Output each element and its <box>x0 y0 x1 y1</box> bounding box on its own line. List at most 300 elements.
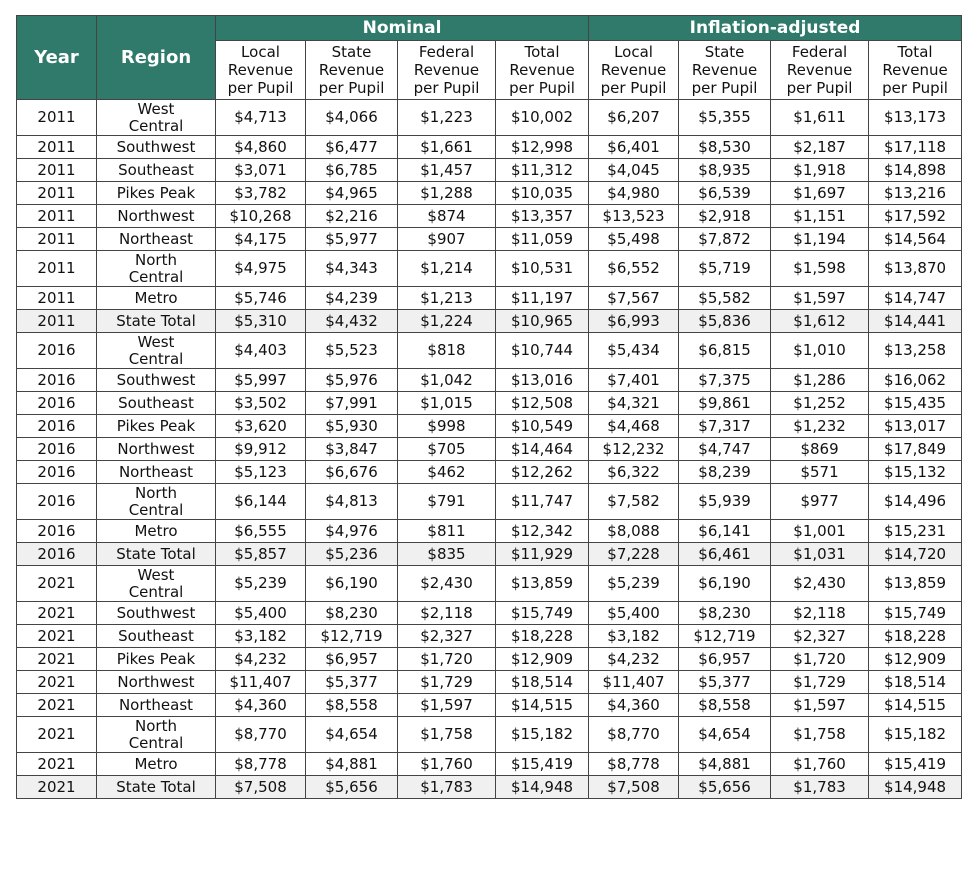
table-row <box>17 392 962 415</box>
revenue-per-pupil-table <box>16 15 962 799</box>
value-cell: $18,228 <box>869 625 962 648</box>
value-cell: $874 <box>398 205 496 228</box>
value-cell: $10,744 <box>496 333 589 369</box>
value-cell: $5,977 <box>306 228 398 251</box>
region-cell: State Total <box>97 543 216 566</box>
value-cell: $1,224 <box>398 310 496 333</box>
year-cell: 2016 <box>17 392 97 415</box>
year-cell: 2011 <box>17 228 97 251</box>
region-cell: Northwest <box>97 671 216 694</box>
value-cell: $6,401 <box>589 136 679 159</box>
value-cell: $4,654 <box>306 717 398 753</box>
value-cell: $6,207 <box>589 100 679 136</box>
value-cell: $17,849 <box>869 438 962 461</box>
value-cell: $13,859 <box>496 566 589 602</box>
value-cell: $8,230 <box>679 602 771 625</box>
value-cell: $18,228 <box>496 625 589 648</box>
value-cell: $12,909 <box>496 648 589 671</box>
value-cell: $869 <box>771 438 869 461</box>
value-cell: $6,477 <box>306 136 398 159</box>
year-cell: 2021 <box>17 648 97 671</box>
value-cell: $977 <box>771 484 869 520</box>
value-cell: $1,597 <box>398 694 496 717</box>
value-cell: $5,930 <box>306 415 398 438</box>
value-cell: $8,778 <box>589 753 679 776</box>
region-cell: Northwest <box>97 205 216 228</box>
value-cell: $1,661 <box>398 136 496 159</box>
table-row <box>17 159 962 182</box>
value-cell: $14,515 <box>496 694 589 717</box>
value-cell: $7,582 <box>589 484 679 520</box>
value-cell: $5,355 <box>679 100 771 136</box>
value-cell: $4,813 <box>306 484 398 520</box>
state-total-row <box>17 310 962 333</box>
value-cell: $14,564 <box>869 228 962 251</box>
table-row <box>17 182 962 205</box>
value-cell: $2,430 <box>771 566 869 602</box>
value-cell: $15,435 <box>869 392 962 415</box>
value-cell: $11,059 <box>496 228 589 251</box>
region-cell: Pikes Peak <box>97 648 216 671</box>
value-cell: $1,918 <box>771 159 869 182</box>
table-row <box>17 648 962 671</box>
year-cell: 2021 <box>17 671 97 694</box>
value-cell: $9,861 <box>679 392 771 415</box>
value-cell: $7,991 <box>306 392 398 415</box>
value-cell: $6,144 <box>216 484 306 520</box>
region-cell: West Central <box>97 333 216 369</box>
value-cell: $1,286 <box>771 369 869 392</box>
value-cell: $571 <box>771 461 869 484</box>
value-cell: $6,957 <box>679 648 771 671</box>
value-cell: $14,747 <box>869 287 962 310</box>
value-cell: $3,071 <box>216 159 306 182</box>
value-cell: $8,935 <box>679 159 771 182</box>
value-cell: $10,268 <box>216 205 306 228</box>
value-cell: $811 <box>398 520 496 543</box>
value-cell: $1,232 <box>771 415 869 438</box>
year-cell: 2011 <box>17 287 97 310</box>
value-cell: $462 <box>398 461 496 484</box>
value-cell: $5,656 <box>306 776 398 799</box>
value-cell: $1,612 <box>771 310 869 333</box>
value-cell: $4,321 <box>589 392 679 415</box>
value-cell: $1,783 <box>771 776 869 799</box>
region-cell: State Total <box>97 310 216 333</box>
value-cell: $1,213 <box>398 287 496 310</box>
value-cell: $4,975 <box>216 251 306 287</box>
year-cell: 2011 <box>17 136 97 159</box>
value-cell: $12,508 <box>496 392 589 415</box>
value-cell: $8,770 <box>589 717 679 753</box>
value-cell: $5,719 <box>679 251 771 287</box>
value-cell: $4,360 <box>589 694 679 717</box>
year-cell: 2011 <box>17 159 97 182</box>
value-cell: $5,400 <box>216 602 306 625</box>
value-cell: $4,713 <box>216 100 306 136</box>
table-row <box>17 333 962 369</box>
inflation-adjusted-header: Inflation-adjusted <box>589 16 962 41</box>
value-cell: $5,377 <box>306 671 398 694</box>
value-cell: $10,002 <box>496 100 589 136</box>
value-cell: $6,190 <box>306 566 398 602</box>
value-cell: $15,749 <box>869 602 962 625</box>
region-cell: State Total <box>97 776 216 799</box>
table-row <box>17 717 962 753</box>
table-row <box>17 100 962 136</box>
value-cell: $3,847 <box>306 438 398 461</box>
value-cell: $3,502 <box>216 392 306 415</box>
value-cell: $6,322 <box>589 461 679 484</box>
value-cell: $1,783 <box>398 776 496 799</box>
value-cell: $5,976 <box>306 369 398 392</box>
region-cell: West Central <box>97 100 216 136</box>
value-cell: $12,719 <box>306 625 398 648</box>
value-cell: $4,343 <box>306 251 398 287</box>
value-cell: $1,151 <box>771 205 869 228</box>
region-cell: West Central <box>97 566 216 602</box>
value-cell: $15,749 <box>496 602 589 625</box>
table-row <box>17 228 962 251</box>
value-cell: $5,434 <box>589 333 679 369</box>
year-cell: 2016 <box>17 369 97 392</box>
value-cell: $4,432 <box>306 310 398 333</box>
value-cell: $8,530 <box>679 136 771 159</box>
value-cell: $8,239 <box>679 461 771 484</box>
value-cell: $2,327 <box>771 625 869 648</box>
value-cell: $2,118 <box>398 602 496 625</box>
value-cell: $1,015 <box>398 392 496 415</box>
value-cell: $13,016 <box>496 369 589 392</box>
value-cell: $12,998 <box>496 136 589 159</box>
value-cell: $12,232 <box>589 438 679 461</box>
value-cell: $5,377 <box>679 671 771 694</box>
value-cell: $1,758 <box>771 717 869 753</box>
table-body <box>17 100 962 799</box>
value-cell: $15,231 <box>869 520 962 543</box>
region-header: Region <box>97 16 216 100</box>
value-cell: $907 <box>398 228 496 251</box>
value-cell: $6,190 <box>679 566 771 602</box>
value-cell: $1,597 <box>771 694 869 717</box>
value-cell: $10,549 <box>496 415 589 438</box>
value-cell: $14,720 <box>869 543 962 566</box>
table-row <box>17 753 962 776</box>
value-cell: $1,223 <box>398 100 496 136</box>
state-total-row <box>17 543 962 566</box>
value-cell: $14,496 <box>869 484 962 520</box>
year-cell: 2011 <box>17 100 97 136</box>
region-cell: Southeast <box>97 392 216 415</box>
value-cell: $4,654 <box>679 717 771 753</box>
value-cell: $4,403 <box>216 333 306 369</box>
value-cell: $4,045 <box>589 159 679 182</box>
value-cell: $1,288 <box>398 182 496 205</box>
table-row <box>17 205 962 228</box>
value-cell: $1,042 <box>398 369 496 392</box>
value-cell: $13,870 <box>869 251 962 287</box>
value-cell: $1,457 <box>398 159 496 182</box>
table-row <box>17 602 962 625</box>
table-row <box>17 369 962 392</box>
year-cell: 2016 <box>17 484 97 520</box>
value-cell: $11,407 <box>589 671 679 694</box>
value-cell: $6,461 <box>679 543 771 566</box>
region-cell: Northwest <box>97 438 216 461</box>
value-cell: $1,720 <box>771 648 869 671</box>
value-cell: $4,976 <box>306 520 398 543</box>
value-cell: $7,375 <box>679 369 771 392</box>
year-cell: 2011 <box>17 205 97 228</box>
value-cell: $8,558 <box>306 694 398 717</box>
value-cell: $5,310 <box>216 310 306 333</box>
year-cell: 2016 <box>17 333 97 369</box>
table-row <box>17 438 962 461</box>
value-cell: $1,760 <box>398 753 496 776</box>
value-cell: $6,552 <box>589 251 679 287</box>
value-cell: $6,555 <box>216 520 306 543</box>
value-cell: $1,598 <box>771 251 869 287</box>
value-cell: $2,430 <box>398 566 496 602</box>
table-row <box>17 251 962 287</box>
value-cell: $13,357 <box>496 205 589 228</box>
region-cell: Metro <box>97 753 216 776</box>
value-cell: $11,407 <box>216 671 306 694</box>
value-cell: $6,785 <box>306 159 398 182</box>
value-cell: $1,031 <box>771 543 869 566</box>
value-cell: $4,175 <box>216 228 306 251</box>
value-cell: $1,194 <box>771 228 869 251</box>
table-row <box>17 287 962 310</box>
value-cell: $6,993 <box>589 310 679 333</box>
region-cell: Southwest <box>97 369 216 392</box>
value-cell: $7,317 <box>679 415 771 438</box>
value-cell: $6,141 <box>679 520 771 543</box>
value-cell: $5,746 <box>216 287 306 310</box>
value-cell: $4,881 <box>306 753 398 776</box>
value-cell: $10,965 <box>496 310 589 333</box>
state-total-row <box>17 776 962 799</box>
table-row <box>17 671 962 694</box>
value-cell: $15,419 <box>869 753 962 776</box>
year-cell: 2016 <box>17 438 97 461</box>
value-cell: $15,419 <box>496 753 589 776</box>
year-cell: 2021 <box>17 694 97 717</box>
value-cell: $5,939 <box>679 484 771 520</box>
table-row <box>17 566 962 602</box>
year-cell: 2021 <box>17 717 97 753</box>
value-cell: $5,523 <box>306 333 398 369</box>
value-cell: $12,262 <box>496 461 589 484</box>
value-cell: $10,531 <box>496 251 589 287</box>
value-cell: $5,239 <box>589 566 679 602</box>
value-cell: $835 <box>398 543 496 566</box>
value-cell: $705 <box>398 438 496 461</box>
value-cell: $7,508 <box>589 776 679 799</box>
value-cell: $4,232 <box>589 648 679 671</box>
table-row <box>17 520 962 543</box>
year-cell: 2021 <box>17 602 97 625</box>
value-cell: $6,815 <box>679 333 771 369</box>
value-cell: $2,918 <box>679 205 771 228</box>
value-cell: $1,611 <box>771 100 869 136</box>
value-cell: $4,468 <box>589 415 679 438</box>
value-cell: $9,912 <box>216 438 306 461</box>
value-cell: $5,582 <box>679 287 771 310</box>
value-cell: $13,216 <box>869 182 962 205</box>
year-cell: 2021 <box>17 625 97 648</box>
table-row <box>17 484 962 520</box>
value-cell: $14,515 <box>869 694 962 717</box>
value-cell: $7,401 <box>589 369 679 392</box>
value-cell: $1,597 <box>771 287 869 310</box>
value-cell: $8,088 <box>589 520 679 543</box>
col-header: State Revenue per Pupil <box>679 41 771 100</box>
col-header: State Revenue per Pupil <box>306 41 398 100</box>
table-row <box>17 461 962 484</box>
region-cell: Northeast <box>97 694 216 717</box>
year-cell: 2016 <box>17 415 97 438</box>
value-cell: $7,872 <box>679 228 771 251</box>
region-cell: Northeast <box>97 228 216 251</box>
value-cell: $13,523 <box>589 205 679 228</box>
region-cell: Southwest <box>97 602 216 625</box>
value-cell: $8,558 <box>679 694 771 717</box>
region-cell: Southeast <box>97 159 216 182</box>
value-cell: $818 <box>398 333 496 369</box>
year-cell: 2021 <box>17 566 97 602</box>
value-cell: $2,216 <box>306 205 398 228</box>
value-cell: $2,118 <box>771 602 869 625</box>
value-cell: $4,860 <box>216 136 306 159</box>
region-cell: Southwest <box>97 136 216 159</box>
value-cell: $5,239 <box>216 566 306 602</box>
revenue-table-container <box>16 15 962 799</box>
value-cell: $12,342 <box>496 520 589 543</box>
value-cell: $13,258 <box>869 333 962 369</box>
value-cell: $3,620 <box>216 415 306 438</box>
value-cell: $3,782 <box>216 182 306 205</box>
value-cell: $7,567 <box>589 287 679 310</box>
value-cell: $1,214 <box>398 251 496 287</box>
value-cell: $1,758 <box>398 717 496 753</box>
region-cell: Southeast <box>97 625 216 648</box>
value-cell: $15,182 <box>496 717 589 753</box>
value-cell: $6,539 <box>679 182 771 205</box>
value-cell: $1,729 <box>771 671 869 694</box>
value-cell: $17,118 <box>869 136 962 159</box>
region-cell: North Central <box>97 484 216 520</box>
value-cell: $11,312 <box>496 159 589 182</box>
region-cell: Northeast <box>97 461 216 484</box>
value-cell: $15,182 <box>869 717 962 753</box>
year-cell: 2016 <box>17 543 97 566</box>
value-cell: $1,010 <box>771 333 869 369</box>
value-cell: $6,957 <box>306 648 398 671</box>
value-cell: $998 <box>398 415 496 438</box>
col-header: Total Revenue per Pupil <box>869 41 962 100</box>
value-cell: $6,676 <box>306 461 398 484</box>
year-cell: 2016 <box>17 461 97 484</box>
region-cell: Pikes Peak <box>97 415 216 438</box>
value-cell: $11,747 <box>496 484 589 520</box>
value-cell: $4,066 <box>306 100 398 136</box>
value-cell: $12,719 <box>679 625 771 648</box>
value-cell: $11,197 <box>496 287 589 310</box>
nominal-header: Nominal <box>216 16 589 41</box>
value-cell: $1,697 <box>771 182 869 205</box>
region-cell: Pikes Peak <box>97 182 216 205</box>
value-cell: $4,881 <box>679 753 771 776</box>
value-cell: $7,508 <box>216 776 306 799</box>
table-row <box>17 136 962 159</box>
table-row <box>17 694 962 717</box>
year-cell: 2021 <box>17 776 97 799</box>
value-cell: $1,252 <box>771 392 869 415</box>
value-cell: $13,859 <box>869 566 962 602</box>
value-cell: $7,228 <box>589 543 679 566</box>
value-cell: $10,035 <box>496 182 589 205</box>
value-cell: $791 <box>398 484 496 520</box>
value-cell: $16,062 <box>869 369 962 392</box>
value-cell: $5,836 <box>679 310 771 333</box>
value-cell: $3,182 <box>589 625 679 648</box>
region-cell: North Central <box>97 251 216 287</box>
value-cell: $5,123 <box>216 461 306 484</box>
value-cell: $15,132 <box>869 461 962 484</box>
value-cell: $11,929 <box>496 543 589 566</box>
value-cell: $14,898 <box>869 159 962 182</box>
col-header: Total Revenue per Pupil <box>496 41 589 100</box>
value-cell: $8,230 <box>306 602 398 625</box>
value-cell: $14,948 <box>869 776 962 799</box>
value-cell: $14,441 <box>869 310 962 333</box>
value-cell: $12,909 <box>869 648 962 671</box>
col-header: Federal Revenue per Pupil <box>398 41 496 100</box>
value-cell: $4,747 <box>679 438 771 461</box>
value-cell: $5,857 <box>216 543 306 566</box>
table-row <box>17 415 962 438</box>
value-cell: $5,236 <box>306 543 398 566</box>
value-cell: $2,187 <box>771 136 869 159</box>
value-cell: $4,980 <box>589 182 679 205</box>
year-header: Year <box>17 16 97 100</box>
value-cell: $17,592 <box>869 205 962 228</box>
value-cell: $8,770 <box>216 717 306 753</box>
value-cell: $13,017 <box>869 415 962 438</box>
value-cell: $1,760 <box>771 753 869 776</box>
table-row <box>17 625 962 648</box>
value-cell: $14,464 <box>496 438 589 461</box>
year-cell: 2011 <box>17 310 97 333</box>
value-cell: $3,182 <box>216 625 306 648</box>
value-cell: $2,327 <box>398 625 496 648</box>
value-cell: $4,239 <box>306 287 398 310</box>
value-cell: $5,656 <box>679 776 771 799</box>
col-header: Local Revenue per Pupil <box>589 41 679 100</box>
value-cell: $5,498 <box>589 228 679 251</box>
region-cell: North Central <box>97 717 216 753</box>
value-cell: $4,232 <box>216 648 306 671</box>
col-header: Federal Revenue per Pupil <box>771 41 869 100</box>
value-cell: $14,948 <box>496 776 589 799</box>
value-cell: $1,720 <box>398 648 496 671</box>
year-cell: 2021 <box>17 753 97 776</box>
value-cell: $4,965 <box>306 182 398 205</box>
region-cell: Metro <box>97 520 216 543</box>
value-cell: $8,778 <box>216 753 306 776</box>
value-cell: $5,400 <box>589 602 679 625</box>
